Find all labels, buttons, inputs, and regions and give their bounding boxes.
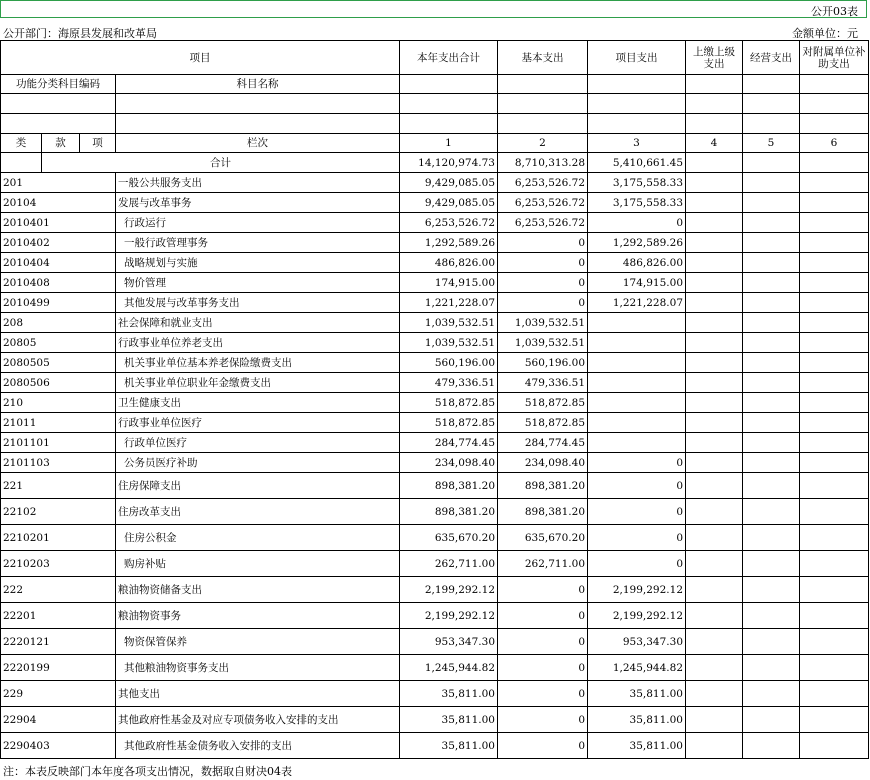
row-upper[interactable]: [686, 681, 743, 707]
row-business[interactable]: [743, 551, 800, 577]
header-name: 科目名称: [116, 75, 400, 94]
row-name[interactable]: 机关事业单位职业年金缴费支出: [116, 373, 400, 393]
row-total[interactable]: 479,336.51: [400, 373, 498, 393]
row-basic[interactable]: 0: [498, 629, 588, 655]
row-upper[interactable]: [686, 629, 743, 655]
row-upper[interactable]: [686, 655, 743, 681]
row-basic[interactable]: 1,039,532.51: [498, 313, 588, 333]
row-code[interactable]: 2220199: [1, 655, 116, 681]
row-business[interactable]: [743, 681, 800, 707]
row-name[interactable]: 物价管理: [116, 273, 400, 293]
total-basic[interactable]: 8,710,313.28: [498, 153, 588, 173]
row-basic[interactable]: 6,253,526.72: [498, 193, 588, 213]
row-basic[interactable]: 0: [498, 253, 588, 273]
row-subsidy[interactable]: [800, 193, 869, 213]
row-total[interactable]: 1,039,532.51: [400, 333, 498, 353]
row-subsidy[interactable]: [800, 453, 869, 473]
row-project[interactable]: 486,826.00: [588, 253, 686, 273]
row-name[interactable]: 住房保障支出: [116, 473, 400, 499]
row-subsidy[interactable]: [800, 603, 869, 629]
row-subsidy[interactable]: [800, 433, 869, 453]
row-total[interactable]: 2,199,292.12: [400, 577, 498, 603]
header-kuan: 款: [42, 134, 80, 153]
row-business[interactable]: [743, 213, 800, 233]
row-total[interactable]: 9,429,085.05: [400, 173, 498, 193]
table-row: [1, 233, 869, 253]
col-num-4: 4: [686, 134, 743, 153]
row-subsidy[interactable]: [800, 293, 869, 313]
row-project[interactable]: [588, 353, 686, 373]
row-project[interactable]: 35,811.00: [588, 681, 686, 707]
header-subsidy: 对附属单位补助支出: [800, 41, 869, 75]
row-name[interactable]: 其他粮油物资事务支出: [116, 655, 400, 681]
row-upper[interactable]: [686, 313, 743, 333]
table-row: [1, 173, 869, 193]
table-row: [1, 551, 869, 577]
row-upper[interactable]: [686, 707, 743, 733]
table-row: [1, 473, 869, 499]
row-project[interactable]: [588, 313, 686, 333]
row-basic[interactable]: 518,872.85: [498, 413, 588, 433]
table-row: [1, 313, 869, 333]
row-total[interactable]: 518,872.85: [400, 413, 498, 433]
table-row: [1, 293, 869, 313]
row-business[interactable]: [743, 603, 800, 629]
row-basic[interactable]: 560,196.00: [498, 353, 588, 373]
row-upper[interactable]: [686, 473, 743, 499]
row-upper[interactable]: [686, 193, 743, 213]
row-business[interactable]: [743, 525, 800, 551]
row-name[interactable]: 一般公共服务支出: [116, 173, 400, 193]
row-basic[interactable]: 0: [498, 655, 588, 681]
row-code[interactable]: 2080505: [1, 353, 116, 373]
row-basic[interactable]: 635,670.20: [498, 525, 588, 551]
col-num-6: 6: [800, 134, 869, 153]
row-project[interactable]: 35,811.00: [588, 733, 686, 759]
row-project[interactable]: [588, 393, 686, 413]
row-name[interactable]: 战略规划与实施: [116, 253, 400, 273]
total-label: 合计: [42, 153, 400, 173]
row-upper[interactable]: [686, 273, 743, 293]
row-name[interactable]: 行政运行: [116, 213, 400, 233]
row-business[interactable]: [743, 629, 800, 655]
row-project[interactable]: 2,199,292.12: [588, 603, 686, 629]
row-basic[interactable]: 0: [498, 603, 588, 629]
row-subsidy[interactable]: [800, 233, 869, 253]
header-upper: 上缴上级支出: [686, 41, 743, 75]
row-total[interactable]: 35,811.00: [400, 681, 498, 707]
row-business[interactable]: [743, 313, 800, 333]
row-business[interactable]: [743, 453, 800, 473]
row-code[interactable]: 210: [1, 393, 116, 413]
row-project[interactable]: [588, 333, 686, 353]
row-name[interactable]: 住房改革支出: [116, 499, 400, 525]
row-business[interactable]: [743, 353, 800, 373]
table-row: [1, 353, 869, 373]
row-subsidy[interactable]: [800, 253, 869, 273]
row-code[interactable]: 20104: [1, 193, 116, 213]
row-business[interactable]: [743, 253, 800, 273]
row-business[interactable]: [743, 413, 800, 433]
row-business[interactable]: [743, 473, 800, 499]
row-project[interactable]: 0: [588, 453, 686, 473]
row-name[interactable]: 其他发展与改革事务支出: [116, 293, 400, 313]
table-row: [1, 525, 869, 551]
table-row: [1, 273, 869, 293]
table-row: [1, 577, 869, 603]
row-code[interactable]: 21011: [1, 413, 116, 433]
form-title-bar[interactable]: [0, 0, 867, 18]
row-subsidy[interactable]: [800, 681, 869, 707]
col-num-1: 1: [400, 134, 498, 153]
row-upper[interactable]: [686, 577, 743, 603]
header-xiang: 项: [80, 134, 116, 153]
row-basic[interactable]: 0: [498, 577, 588, 603]
row-subsidy[interactable]: [800, 333, 869, 353]
row-subsidy[interactable]: [800, 173, 869, 193]
row-code[interactable]: 208: [1, 313, 116, 333]
row-business[interactable]: [743, 733, 800, 759]
row-total[interactable]: 1,039,532.51: [400, 313, 498, 333]
table-row: [1, 413, 869, 433]
row-upper[interactable]: [686, 551, 743, 577]
row-project[interactable]: 0: [588, 213, 686, 233]
row-basic[interactable]: 518,872.85: [498, 393, 588, 413]
row-subsidy[interactable]: [800, 707, 869, 733]
row-total[interactable]: 1,221,228.07: [400, 293, 498, 313]
header-row-4: [1, 114, 869, 134]
row-total[interactable]: 284,774.45: [400, 433, 498, 453]
unit-label: 金额单位：元: [792, 27, 858, 40]
row-basic[interactable]: 284,774.45: [498, 433, 588, 453]
row-subsidy[interactable]: [800, 577, 869, 603]
header-basic: 基本支出: [498, 41, 588, 75]
row-code[interactable]: 2010401: [1, 213, 116, 233]
row-total[interactable]: 262,711.00: [400, 551, 498, 577]
table-row: [1, 629, 869, 655]
row-business[interactable]: [743, 577, 800, 603]
row-code[interactable]: 2101103: [1, 453, 116, 473]
form-number: 公开03表: [811, 5, 858, 18]
row-subsidy[interactable]: [800, 413, 869, 433]
header-row-3: [1, 94, 869, 114]
row-upper[interactable]: [686, 173, 743, 193]
row-subsidy[interactable]: [800, 393, 869, 413]
row-basic[interactable]: 262,711.00: [498, 551, 588, 577]
row-project[interactable]: 0: [588, 473, 686, 499]
header-row-1: [1, 41, 869, 75]
row-business[interactable]: [743, 393, 800, 413]
row-subsidy[interactable]: [800, 313, 869, 333]
row-code[interactable]: 22201: [1, 603, 116, 629]
row-name[interactable]: 住房公积金: [116, 525, 400, 551]
row-basic[interactable]: 0: [498, 233, 588, 253]
row-basic[interactable]: 6,253,526.72: [498, 173, 588, 193]
row-upper[interactable]: [686, 353, 743, 373]
row-project[interactable]: 953,347.30: [588, 629, 686, 655]
row-code[interactable]: 2101101: [1, 433, 116, 453]
col-num-5: 5: [743, 134, 800, 153]
row-code[interactable]: 2210203: [1, 551, 116, 577]
header-business: 经营支出: [743, 41, 800, 75]
row-name[interactable]: 其他支出: [116, 681, 400, 707]
row-name[interactable]: 发展与改革事务: [116, 193, 400, 213]
row-total[interactable]: 234,098.40: [400, 453, 498, 473]
row-total[interactable]: 560,196.00: [400, 353, 498, 373]
row-business[interactable]: [743, 193, 800, 213]
row-code[interactable]: 229: [1, 681, 116, 707]
footnote: 注：本表反映部门本年度各项支出情况，数据取自财决04表: [3, 765, 292, 778]
row-basic[interactable]: 0: [498, 293, 588, 313]
row-total[interactable]: 2,199,292.12: [400, 603, 498, 629]
row-business[interactable]: [743, 293, 800, 313]
table-row: [1, 193, 869, 213]
row-total[interactable]: 1,245,944.82: [400, 655, 498, 681]
row-subsidy[interactable]: [800, 525, 869, 551]
table-row: [1, 333, 869, 353]
row-total[interactable]: 486,826.00: [400, 253, 498, 273]
row-total[interactable]: 1,292,589.26: [400, 233, 498, 253]
row-code[interactable]: 2080506: [1, 373, 116, 393]
row-name[interactable]: 粮油物资事务: [116, 603, 400, 629]
row-name[interactable]: 行政事业单位医疗: [116, 413, 400, 433]
row-project[interactable]: 35,811.00: [588, 707, 686, 733]
row-code[interactable]: 2220121: [1, 629, 116, 655]
row-upper[interactable]: [686, 603, 743, 629]
row-code[interactable]: 22904: [1, 707, 116, 733]
row-upper[interactable]: [686, 333, 743, 353]
row-code[interactable]: 2010408: [1, 273, 116, 293]
row-upper[interactable]: [686, 525, 743, 551]
row-basic[interactable]: 0: [498, 733, 588, 759]
row-subsidy[interactable]: [800, 353, 869, 373]
row-total[interactable]: 174,915.00: [400, 273, 498, 293]
row-subsidy[interactable]: [800, 273, 869, 293]
table-row: [1, 253, 869, 273]
row-business[interactable]: [743, 233, 800, 253]
row-name[interactable]: 行政单位医疗: [116, 433, 400, 453]
row-project[interactable]: [588, 373, 686, 393]
total-row: [1, 153, 869, 173]
row-upper[interactable]: [686, 499, 743, 525]
row-code[interactable]: 221: [1, 473, 116, 499]
row-business[interactable]: [743, 173, 800, 193]
row-basic[interactable]: 898,381.20: [498, 473, 588, 499]
row-name[interactable]: 粮油物资储备支出: [116, 577, 400, 603]
row-project[interactable]: 2,199,292.12: [588, 577, 686, 603]
row-total[interactable]: 9,429,085.05: [400, 193, 498, 213]
row-project[interactable]: 1,292,589.26: [588, 233, 686, 253]
row-basic[interactable]: 234,098.40: [498, 453, 588, 473]
total-amount[interactable]: 14,120,974.73: [400, 153, 498, 173]
header-project: 项目支出: [588, 41, 686, 75]
row-upper[interactable]: [686, 733, 743, 759]
header-code: 功能分类科目编码: [1, 75, 116, 94]
col-num-2: 2: [498, 134, 588, 153]
row-name[interactable]: 卫生健康支出: [116, 393, 400, 413]
row-subsidy[interactable]: [800, 473, 869, 499]
row-upper[interactable]: [686, 233, 743, 253]
total-project[interactable]: 5,410,661.45: [588, 153, 686, 173]
header-lanci: 栏次: [116, 134, 400, 153]
row-project[interactable]: 1,221,228.07: [588, 293, 686, 313]
row-total[interactable]: 898,381.20: [400, 473, 498, 499]
header-row-2: [1, 75, 869, 94]
table-row: [1, 655, 869, 681]
row-upper[interactable]: [686, 213, 743, 233]
table-row: [1, 393, 869, 413]
row-name[interactable]: 一般行政管理事务: [116, 233, 400, 253]
row-project[interactable]: 3,175,558.33: [588, 193, 686, 213]
row-project[interactable]: 0: [588, 551, 686, 577]
row-upper[interactable]: [686, 293, 743, 313]
row-project[interactable]: 1,245,944.82: [588, 655, 686, 681]
row-upper[interactable]: [686, 453, 743, 473]
row-total[interactable]: 953,347.30: [400, 629, 498, 655]
row-basic[interactable]: 0: [498, 707, 588, 733]
row-name[interactable]: 物资保管保养: [116, 629, 400, 655]
row-business[interactable]: [743, 273, 800, 293]
row-code[interactable]: 2010404: [1, 253, 116, 273]
header-item: 项目: [1, 41, 400, 75]
row-business[interactable]: [743, 433, 800, 453]
table-row: [1, 213, 869, 233]
header-total: 本年支出合计: [400, 41, 498, 75]
row-basic[interactable]: 479,336.51: [498, 373, 588, 393]
row-code[interactable]: 20805: [1, 333, 116, 353]
table-row: [1, 681, 869, 707]
row-total[interactable]: 518,872.85: [400, 393, 498, 413]
row-name[interactable]: 社会保障和就业支出: [116, 313, 400, 333]
column-number-row: [1, 134, 869, 153]
row-business[interactable]: [743, 707, 800, 733]
row-project[interactable]: [588, 433, 686, 453]
row-subsidy[interactable]: [800, 213, 869, 233]
table-row: [1, 373, 869, 393]
table-row: [1, 707, 869, 733]
row-subsidy[interactable]: [800, 655, 869, 681]
row-name[interactable]: 机关事业单位基本养老保险缴费支出: [116, 353, 400, 373]
row-code[interactable]: 22102: [1, 499, 116, 525]
expenditure-table: [0, 40, 869, 759]
row-business[interactable]: [743, 499, 800, 525]
row-code[interactable]: 2010402: [1, 233, 116, 253]
row-upper[interactable]: [686, 253, 743, 273]
row-subsidy[interactable]: [800, 733, 869, 759]
table-row: [1, 499, 869, 525]
row-name[interactable]: 其他政府性基金债务收入安排的支出: [116, 733, 400, 759]
row-basic[interactable]: 1,039,532.51: [498, 333, 588, 353]
header-lei: 类: [1, 134, 42, 153]
row-business[interactable]: [743, 333, 800, 353]
row-total[interactable]: 35,811.00: [400, 733, 498, 759]
row-subsidy[interactable]: [800, 499, 869, 525]
row-code[interactable]: 222: [1, 577, 116, 603]
row-project[interactable]: 174,915.00: [588, 273, 686, 293]
table-row: [1, 733, 869, 759]
row-upper[interactable]: [686, 373, 743, 393]
row-upper[interactable]: [686, 433, 743, 453]
row-subsidy[interactable]: [800, 629, 869, 655]
row-code[interactable]: 2210201: [1, 525, 116, 551]
row-basic[interactable]: 0: [498, 681, 588, 707]
row-basic[interactable]: 6,253,526.72: [498, 213, 588, 233]
row-name[interactable]: 购房补贴: [116, 551, 400, 577]
department-label: 公开部门：海原县发展和改革局: [3, 27, 157, 40]
row-project[interactable]: 0: [588, 525, 686, 551]
row-code[interactable]: 201: [1, 173, 116, 193]
row-project[interactable]: [588, 413, 686, 433]
row-basic[interactable]: 898,381.20: [498, 499, 588, 525]
row-name[interactable]: 其他政府性基金及对应专项债务收入安排的支出: [116, 707, 400, 733]
row-total[interactable]: 35,811.00: [400, 707, 498, 733]
table-row: [1, 433, 869, 453]
col-num-3: 3: [588, 134, 686, 153]
row-code[interactable]: 2010499: [1, 293, 116, 313]
row-name[interactable]: 行政事业单位养老支出: [116, 333, 400, 353]
row-name[interactable]: 公务员医疗补助: [116, 453, 400, 473]
table-row: [1, 603, 869, 629]
row-upper[interactable]: [686, 393, 743, 413]
row-business[interactable]: [743, 655, 800, 681]
row-total[interactable]: 6,253,526.72: [400, 213, 498, 233]
row-project[interactable]: 3,175,558.33: [588, 173, 686, 193]
row-subsidy[interactable]: [800, 551, 869, 577]
row-total[interactable]: 635,670.20: [400, 525, 498, 551]
row-subsidy[interactable]: [800, 373, 869, 393]
table-row: [1, 453, 869, 473]
row-code[interactable]: 2290403: [1, 733, 116, 759]
row-business[interactable]: [743, 373, 800, 393]
row-project[interactable]: 0: [588, 499, 686, 525]
row-total[interactable]: 898,381.20: [400, 499, 498, 525]
row-basic[interactable]: 0: [498, 273, 588, 293]
row-upper[interactable]: [686, 413, 743, 433]
